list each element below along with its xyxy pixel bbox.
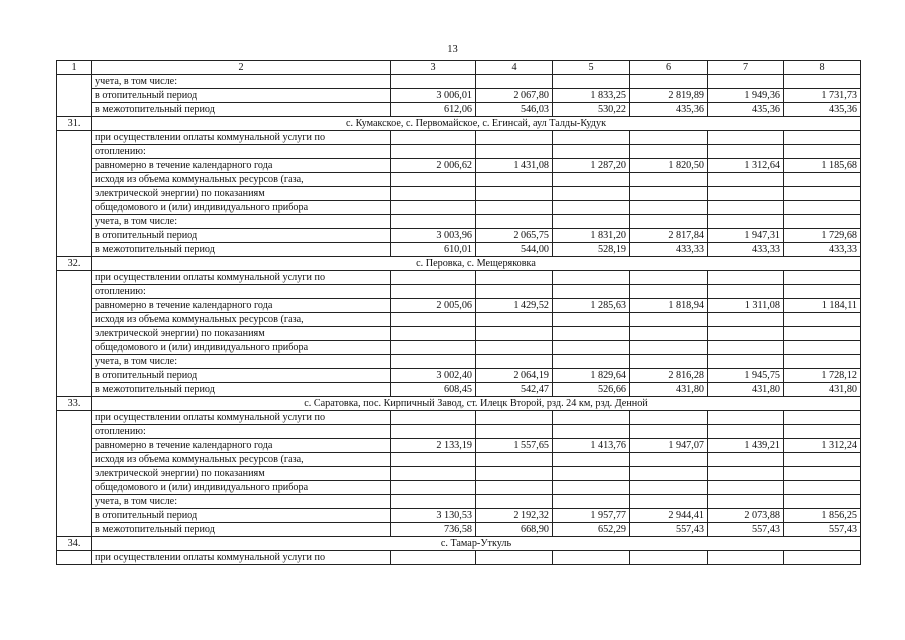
section-number: 32. (57, 257, 92, 271)
value-cell-empty (476, 481, 553, 495)
value-cell: 1 431,08 (476, 159, 553, 173)
value-cell: 1 957,77 (553, 509, 630, 523)
value-cell-empty (553, 313, 630, 327)
value-cell-empty (391, 341, 476, 355)
section-row (57, 257, 861, 271)
table-row (57, 187, 861, 201)
value-cell-empty (630, 75, 708, 89)
value-cell: 1 728,12 (784, 369, 861, 383)
value-cell: 1 945,75 (708, 369, 784, 383)
row-number-empty (57, 551, 92, 565)
value-cell: 1 312,24 (784, 439, 861, 453)
value-cell-empty (391, 187, 476, 201)
value-cell: 2 819,89 (630, 89, 708, 103)
table-row (57, 369, 861, 383)
value-cell: 1 949,36 (708, 89, 784, 103)
column-number-cell: 5 (553, 61, 630, 75)
value-cell-empty (476, 425, 553, 439)
table-body (57, 61, 861, 565)
column-number-cell: 1 (57, 61, 92, 75)
value-cell-empty (391, 75, 476, 89)
column-number-cell: 4 (476, 61, 553, 75)
row-number-empty (57, 411, 92, 537)
column-number-cell: 7 (708, 61, 784, 75)
value-cell-empty (708, 201, 784, 215)
value-cell: 1 311,08 (708, 299, 784, 313)
value-cell: 2 005,06 (391, 299, 476, 313)
table-row (57, 229, 861, 243)
table-row (57, 453, 861, 467)
value-cell-empty (476, 187, 553, 201)
value-cell-empty (708, 355, 784, 369)
value-cell-empty (553, 341, 630, 355)
row-description: в межотопительный период (92, 103, 391, 117)
value-cell: 2 006,62 (391, 159, 476, 173)
table-row (57, 201, 861, 215)
value-cell: 1 413,76 (553, 439, 630, 453)
value-cell-empty (476, 285, 553, 299)
value-cell-empty (784, 145, 861, 159)
value-cell: 546,03 (476, 103, 553, 117)
row-description: при осуществлении оплаты коммунальной услуги по (92, 131, 391, 145)
row-description: учета, в том числе: (92, 495, 391, 509)
value-cell: 433,33 (708, 243, 784, 257)
value-cell-empty (784, 467, 861, 481)
value-cell-empty (476, 145, 553, 159)
value-cell: 2 192,32 (476, 509, 553, 523)
value-cell-empty (391, 481, 476, 495)
value-cell: 1 439,21 (708, 439, 784, 453)
value-cell: 557,43 (708, 523, 784, 537)
value-cell-empty (784, 495, 861, 509)
value-cell-empty (553, 481, 630, 495)
value-cell-empty (391, 327, 476, 341)
value-cell-empty (476, 271, 553, 285)
value-cell-empty (784, 75, 861, 89)
value-cell-empty (476, 467, 553, 481)
table-row (57, 89, 861, 103)
section-number: 33. (57, 397, 92, 411)
value-cell: 1 947,07 (630, 439, 708, 453)
table-row (57, 103, 861, 117)
table-row (57, 467, 861, 481)
table-row (57, 75, 861, 89)
value-cell-empty (391, 453, 476, 467)
value-cell: 610,01 (391, 243, 476, 257)
value-cell: 435,36 (630, 103, 708, 117)
value-cell-empty (553, 453, 630, 467)
value-cell: 1 731,73 (784, 89, 861, 103)
value-cell-empty (708, 215, 784, 229)
table-row (57, 313, 861, 327)
table-row (57, 285, 861, 299)
value-cell-empty (391, 495, 476, 509)
value-cell-empty (784, 453, 861, 467)
column-number-cell: 3 (391, 61, 476, 75)
table-row (57, 383, 861, 397)
value-cell-empty (630, 327, 708, 341)
value-cell-empty (784, 327, 861, 341)
row-description: электрической энергии) по показаниям (92, 187, 391, 201)
value-cell: 736,58 (391, 523, 476, 537)
value-cell: 1 312,64 (708, 159, 784, 173)
table-row (57, 159, 861, 173)
table-row (57, 355, 861, 369)
section-number: 34. (57, 537, 92, 551)
section-number: 31. (57, 117, 92, 131)
table-row (57, 173, 861, 187)
table-row (57, 299, 861, 313)
value-cell: 2 816,28 (630, 369, 708, 383)
column-number-cell: 8 (784, 61, 861, 75)
locality-name: с. Кумакское, с. Первомайское, с. Егинсай, аул Талды-Кудук (92, 117, 861, 131)
value-cell: 3 002,40 (391, 369, 476, 383)
value-cell: 435,36 (708, 103, 784, 117)
row-description: общедомового и (или) индивидуального прибора (92, 341, 391, 355)
table-row (57, 523, 861, 537)
value-cell-empty (553, 425, 630, 439)
value-cell: 544,00 (476, 243, 553, 257)
value-cell-empty (553, 201, 630, 215)
value-cell-empty (476, 173, 553, 187)
value-cell-empty (391, 271, 476, 285)
value-cell: 2 073,88 (708, 509, 784, 523)
value-cell: 668,90 (476, 523, 553, 537)
value-cell: 557,43 (630, 523, 708, 537)
row-description: в межотопительный период (92, 243, 391, 257)
value-cell-empty (553, 495, 630, 509)
table-row (57, 481, 861, 495)
row-description: в отопительный период (92, 229, 391, 243)
value-cell-empty (553, 467, 630, 481)
value-cell-empty (391, 313, 476, 327)
value-cell-empty (708, 327, 784, 341)
value-cell-empty (708, 481, 784, 495)
value-cell-empty (630, 355, 708, 369)
value-cell-empty (630, 481, 708, 495)
tariff-table (56, 60, 861, 565)
value-cell-empty (708, 313, 784, 327)
row-description: при осуществлении оплаты коммунальной услуги по (92, 411, 391, 425)
row-number-empty (57, 75, 92, 117)
column-number-cell: 2 (92, 61, 391, 75)
value-cell: 1 829,64 (553, 369, 630, 383)
value-cell: 2 944,41 (630, 509, 708, 523)
value-cell-empty (630, 271, 708, 285)
value-cell-empty (708, 187, 784, 201)
value-cell-empty (391, 467, 476, 481)
locality-name: с. Перовка, с. Мещеряковка (92, 257, 861, 271)
value-cell-empty (476, 341, 553, 355)
table-row (57, 215, 861, 229)
value-cell-empty (784, 201, 861, 215)
value-cell: 1 429,52 (476, 299, 553, 313)
table-row (57, 243, 861, 257)
value-cell: 1 184,11 (784, 299, 861, 313)
value-cell: 3 006,01 (391, 89, 476, 103)
value-cell-empty (708, 341, 784, 355)
table-row (57, 509, 861, 523)
value-cell-empty (391, 425, 476, 439)
column-number-row (57, 61, 861, 75)
value-cell-empty (391, 355, 476, 369)
row-description: учета, в том числе: (92, 75, 391, 89)
value-cell-empty (630, 313, 708, 327)
value-cell: 652,29 (553, 523, 630, 537)
value-cell-empty (784, 341, 861, 355)
row-description: учета, в том числе: (92, 215, 391, 229)
row-description: электрической энергии) по показаниям (92, 467, 391, 481)
value-cell-empty (708, 285, 784, 299)
row-description: электрической энергии) по показаниям (92, 327, 391, 341)
value-cell: 433,33 (784, 243, 861, 257)
row-description: исходя из объема коммунальных ресурсов (газа, (92, 313, 391, 327)
value-cell-empty (630, 187, 708, 201)
value-cell-empty (630, 453, 708, 467)
value-cell-empty (630, 341, 708, 355)
value-cell-empty (784, 411, 861, 425)
row-description: общедомового и (или) индивидуального прибора (92, 481, 391, 495)
value-cell: 1 820,50 (630, 159, 708, 173)
row-description: в межотопительный период (92, 383, 391, 397)
row-description: равномерно в течение календарного года (92, 299, 391, 313)
value-cell-empty (630, 495, 708, 509)
value-cell-empty (784, 215, 861, 229)
value-cell-empty (630, 411, 708, 425)
value-cell: 1 818,94 (630, 299, 708, 313)
value-cell-empty (630, 425, 708, 439)
row-description: равномерно в течение календарного года (92, 439, 391, 453)
column-number-cell: 6 (630, 61, 708, 75)
table-row (57, 341, 861, 355)
row-description: в межотопительный период (92, 523, 391, 537)
row-description: учета, в том числе: (92, 355, 391, 369)
value-cell-empty (784, 187, 861, 201)
table-row (57, 439, 861, 453)
value-cell-empty (476, 453, 553, 467)
value-cell: 542,47 (476, 383, 553, 397)
row-description: отоплению: (92, 145, 391, 159)
value-cell-empty (553, 327, 630, 341)
value-cell-empty (708, 495, 784, 509)
value-cell-empty (630, 467, 708, 481)
value-cell-empty (553, 215, 630, 229)
table-row (57, 131, 861, 145)
value-cell: 1 729,68 (784, 229, 861, 243)
row-description: в отопительный период (92, 369, 391, 383)
value-cell-empty (553, 131, 630, 145)
value-cell: 2 064,19 (476, 369, 553, 383)
value-cell: 1 185,68 (784, 159, 861, 173)
value-cell: 2 067,80 (476, 89, 553, 103)
row-description: при осуществлении оплаты коммунальной услуги по (92, 551, 391, 565)
value-cell-empty (476, 215, 553, 229)
row-description: равномерно в течение календарного года (92, 159, 391, 173)
row-number-empty (57, 271, 92, 397)
value-cell-empty (391, 285, 476, 299)
value-cell: 1 831,20 (553, 229, 630, 243)
section-row (57, 537, 861, 551)
value-cell-empty (708, 173, 784, 187)
value-cell-empty (391, 551, 476, 565)
value-cell: 431,80 (630, 383, 708, 397)
value-cell: 526,66 (553, 383, 630, 397)
value-cell: 1 287,20 (553, 159, 630, 173)
value-cell-empty (553, 411, 630, 425)
value-cell-empty (476, 75, 553, 89)
value-cell: 435,36 (784, 103, 861, 117)
table-row (57, 271, 861, 285)
value-cell-empty (784, 285, 861, 299)
value-cell-empty (784, 481, 861, 495)
value-cell-empty (784, 551, 861, 565)
value-cell-empty (553, 173, 630, 187)
value-cell-empty (476, 131, 553, 145)
value-cell-empty (630, 215, 708, 229)
value-cell: 608,45 (391, 383, 476, 397)
value-cell-empty (708, 75, 784, 89)
value-cell-empty (476, 327, 553, 341)
value-cell-empty (784, 313, 861, 327)
value-cell: 431,80 (784, 383, 861, 397)
value-cell-empty (784, 173, 861, 187)
value-cell-empty (784, 271, 861, 285)
table-row (57, 551, 861, 565)
value-cell-empty (391, 201, 476, 215)
value-cell-empty (553, 145, 630, 159)
value-cell: 612,06 (391, 103, 476, 117)
value-cell-empty (708, 467, 784, 481)
value-cell-empty (476, 313, 553, 327)
value-cell-empty (708, 453, 784, 467)
value-cell: 1 833,25 (553, 89, 630, 103)
value-cell-empty (630, 145, 708, 159)
row-description: при осуществлении оплаты коммунальной услуги по (92, 271, 391, 285)
value-cell-empty (708, 411, 784, 425)
value-cell: 1 947,31 (708, 229, 784, 243)
value-cell-empty (784, 355, 861, 369)
row-description: в отопительный период (92, 509, 391, 523)
value-cell-empty (784, 425, 861, 439)
value-cell-empty (476, 411, 553, 425)
value-cell: 2 817,84 (630, 229, 708, 243)
section-row (57, 117, 861, 131)
value-cell-empty (708, 131, 784, 145)
value-cell: 528,19 (553, 243, 630, 257)
value-cell-empty (630, 173, 708, 187)
value-cell-empty (708, 271, 784, 285)
value-cell-empty (630, 201, 708, 215)
table-row (57, 495, 861, 509)
value-cell: 1 856,25 (784, 509, 861, 523)
value-cell-empty (553, 551, 630, 565)
value-cell-empty (476, 201, 553, 215)
section-row (57, 397, 861, 411)
value-cell-empty (476, 551, 553, 565)
value-cell: 1 285,63 (553, 299, 630, 313)
row-number-empty (57, 131, 92, 257)
page-number: 13 (447, 44, 458, 55)
locality-name: с. Саратовка, пос. Кирпичный Завод, ст. Илецк Второй, рзд. 24 км, рзд. Денной (92, 397, 861, 411)
value-cell-empty (476, 355, 553, 369)
value-cell-empty (553, 271, 630, 285)
row-description: исходя из объема коммунальных ресурсов (газа, (92, 173, 391, 187)
row-description: исходя из объема коммунальных ресурсов (газа, (92, 453, 391, 467)
value-cell-empty (630, 551, 708, 565)
value-cell-empty (708, 145, 784, 159)
table-row (57, 411, 861, 425)
row-description: отоплению: (92, 285, 391, 299)
value-cell-empty (708, 425, 784, 439)
value-cell: 557,43 (784, 523, 861, 537)
table-row (57, 145, 861, 159)
value-cell-empty (553, 355, 630, 369)
locality-name: с. Тамар-Уткуль (92, 537, 861, 551)
value-cell-empty (553, 75, 630, 89)
value-cell: 3 003,96 (391, 229, 476, 243)
value-cell: 431,80 (708, 383, 784, 397)
value-cell: 530,22 (553, 103, 630, 117)
value-cell-empty (630, 131, 708, 145)
row-description: отоплению: (92, 425, 391, 439)
value-cell-empty (630, 285, 708, 299)
table-row (57, 327, 861, 341)
value-cell-empty (553, 285, 630, 299)
table-row (57, 425, 861, 439)
value-cell: 2 065,75 (476, 229, 553, 243)
value-cell-empty (784, 131, 861, 145)
value-cell: 2 133,19 (391, 439, 476, 453)
value-cell-empty (391, 145, 476, 159)
value-cell: 3 130,53 (391, 509, 476, 523)
value-cell-empty (553, 187, 630, 201)
value-cell-empty (476, 495, 553, 509)
value-cell: 1 557,65 (476, 439, 553, 453)
value-cell-empty (391, 131, 476, 145)
value-cell-empty (708, 551, 784, 565)
row-description: в отопительный период (92, 89, 391, 103)
value-cell: 433,33 (630, 243, 708, 257)
value-cell-empty (391, 215, 476, 229)
value-cell-empty (391, 173, 476, 187)
value-cell-empty (391, 411, 476, 425)
row-description: общедомового и (или) индивидуального прибора (92, 201, 391, 215)
